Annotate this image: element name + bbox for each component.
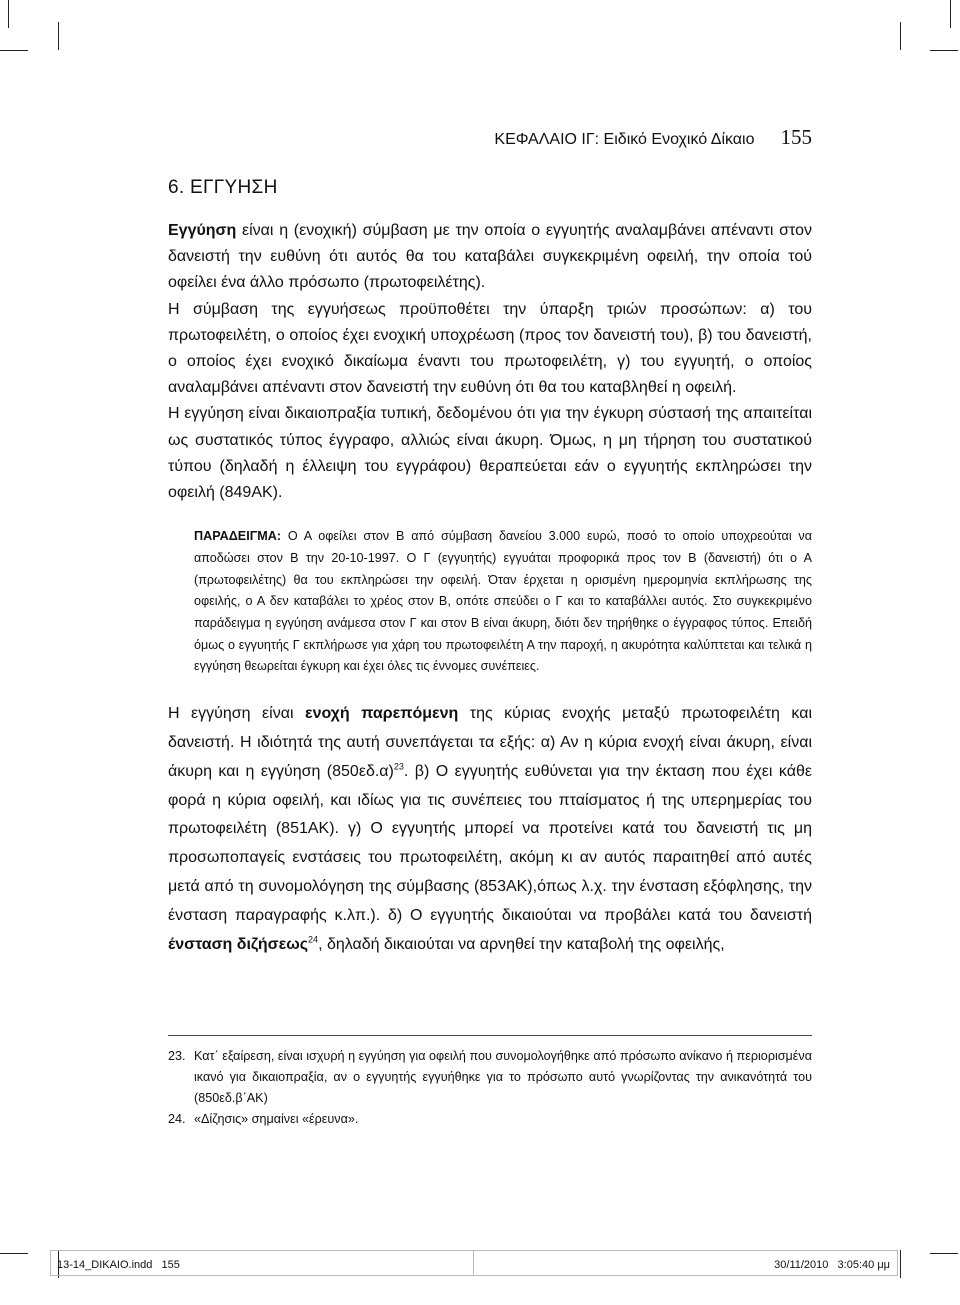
crop-mark bbox=[0, 1253, 28, 1254]
term-accessory: ενοχή παρεπόμενη bbox=[304, 705, 459, 723]
crop-mark bbox=[900, 22, 901, 50]
term-guarantee: Εγγύηση bbox=[168, 222, 237, 239]
section-heading: 6. ΕΓΓΥΗΣΗ bbox=[168, 177, 278, 198]
crop-mark bbox=[930, 1253, 958, 1254]
crop-mark bbox=[930, 50, 958, 51]
crop-mark bbox=[58, 22, 59, 50]
footnote-text: Κατ΄ εξαίρεση, είναι ισχυρή η εγγύηση για οφειλή που συνομολογήθηκε από πρόσωπο ανίκανο ή περιορισμένα ικανό για δικαιοπραξία, αν ο εγγυητής εγγυήθηκε για το πρόσωπο αυτό γνωρίζοντας την ανικανότητά του (850εδ.β΄ΑΚ) bbox=[194, 1049, 812, 1105]
footnote-item bbox=[168, 1046, 812, 1109]
term-benefit-of-discussion: ένσταση διζήσεως bbox=[168, 935, 309, 953]
example-label: ΠΑΡΑΔΕΙΓΜΑ: bbox=[194, 529, 282, 544]
paragraph-formality: Η εγγύηση είναι δικαιοπραξία τυπική, δεδομένου ότι για την έγκυρη σύστασή της απαιτείται ως συστατικός τύπος έγγραφο, αλλιώς είναι άκυρη. Όμως, η μη τήρηση του συστατικού τύπου (δηλαδή η έλλειψη του εγγράφου) θεραπεύεται εάν ο εγγυητής εκπληρώσει την οφειλή (849ΑΚ). bbox=[168, 405, 812, 502]
example-text: Ο Α οφείλει στον Β από σύμβαση δανείου 3.000 ευρώ, ποσό το οποίο υποχρεούται να αποδώσει στον Β την 20-10-1997. Ο Γ (εγγυητής) εγγυάται προφορικά προς τον Β (δανειστή) ότι ο Α (πρωτοφειλέτης) θα του εκπληρώσει την οφειλή. Όταν έρχεται η ορισμένη ημερομηνία εκπλήρωσης της οφειλής, ο Α δεν καταβάλει το χρέος στον Β, οπότε σπεύδει ο Γ και το καταβάλλει αυτός. Στο συγκεκριμένο παράδειγμα η εγγύηση ανάμεσα στον Γ και στον Β είναι άκυρη, διότι δεν τηρήθηκε ο έγγραφος τύπος. Επειδή όμως ο εγγυητής Γ εκπλήρωσε για χάρη του πρωτοφειλέτη Α την παροχή, η ακυρότητα καλύπτεται και τελικά η εγγύηση θεωρείται έγκυρη και έχει όλες τις έννομες συνέπειες. bbox=[194, 529, 812, 674]
crop-mark bbox=[8, 0, 9, 28]
main-content bbox=[168, 176, 812, 959]
footnote-ref-24[interactable]: 24 bbox=[308, 934, 319, 945]
footnote-ref-23[interactable]: 23 bbox=[393, 761, 404, 772]
chapter-title: ΚΕΦΑΛΑΙΟ ΙΓ: Ειδικό Ενοχικό Δίκαιο bbox=[494, 131, 755, 148]
example-box bbox=[194, 526, 812, 678]
footnote-number: 24. bbox=[168, 1112, 186, 1126]
paragraph-three-persons: Η σύμβαση της εγγυήσεως προϋποθέτει την ύπαρξη τριών προσώπων: α) του πρωτοφειλέτη, ο οποίος έχει ενοχική υποχρέωση (προς τον δανειστή του), β) του δανειστή, ο οποίος έχει ενοχικό δικαίωμα έναντι του πρωτοφειλέτη, γ) του εγγυητή, ο οποίος αναλαμβάνει απέναντι στον δανειστή την ευθύνη ότι θα του καταβληθεί η οφειλή. bbox=[168, 300, 812, 397]
footnote-item bbox=[168, 1109, 812, 1130]
paragraph-accessory: Η εγγύηση είναι ενοχή παρεπόμενη της κύριας ενοχής μεταξύ πρωτοφειλέτη και δανειστή. Η ιδιότητά της αυτή συνεπάγεται τα εξής: α) Αν η κύρια ενοχή είναι άκυρη, είναι άκυρη και η εγγύηση $(850\varepsilon\delta.\alpha)^{23}$. β) Ο εγγυητής ευθύνεται για την έκταση που έχει κάθε φορά η κύρια οφειλή, και ιδίως για τις συνέπειες του πταίσματος ή της υπερημερίας του πρωτοφειλέτη (851ΑΚ). γ) Ο εγγυητής μπορεί να προτείνει κατά του δανειστή τις μη προσωποπαγείς ενστάσεις του πρωτοφειλέτη, ακόμη κι αν αυτός παραιτηθεί από αυτές μετά από τη συνομολόγηση της σύμβασης (853ΑΚ),όπως λ.χ. την ένσταση εξόφλησης, την ένσταση παραγραφής κ.λπ.). δ) Ο εγγυητής δικαιούται να προβάλει κατά του δανειστή ένσταση διζήσεως$^{24}$, δηλαδή δικαιούται να αρνηθεί την καταβολή της οφειλής, bbox=[168, 705, 813, 953]
slug-timestamp: 30/11/2010 3:05:40 μμ bbox=[774, 1259, 890, 1271]
footnotes bbox=[168, 1046, 812, 1130]
crop-mark bbox=[0, 50, 28, 51]
page-number: 155 bbox=[780, 125, 812, 149]
slug-filename: 13-14_DIKAIO.indd 155 bbox=[57, 1259, 180, 1271]
footnote-divider bbox=[168, 1035, 812, 1036]
definition-paragraph: Εγγύηση είναι η (ενοχική) σύμβαση με την οποία ο εγγυητής αναλαμβάνει απέναντι στον δανειστή την ευθύνη ότι αυτός θα του καταβάλει συγκεκριμένη οφειλή, την οποία τού οφείλει ένα άλλο πρόσωπο (πρωτοφειλέτης). bbox=[168, 222, 812, 292]
crop-mark bbox=[950, 0, 951, 28]
crop-mark bbox=[900, 1250, 901, 1278]
running-header bbox=[170, 126, 812, 151]
footnote-text: «Δίζησις» σημαίνει «έρευνα». bbox=[194, 1112, 359, 1126]
footnote-number: 23. bbox=[168, 1049, 186, 1063]
